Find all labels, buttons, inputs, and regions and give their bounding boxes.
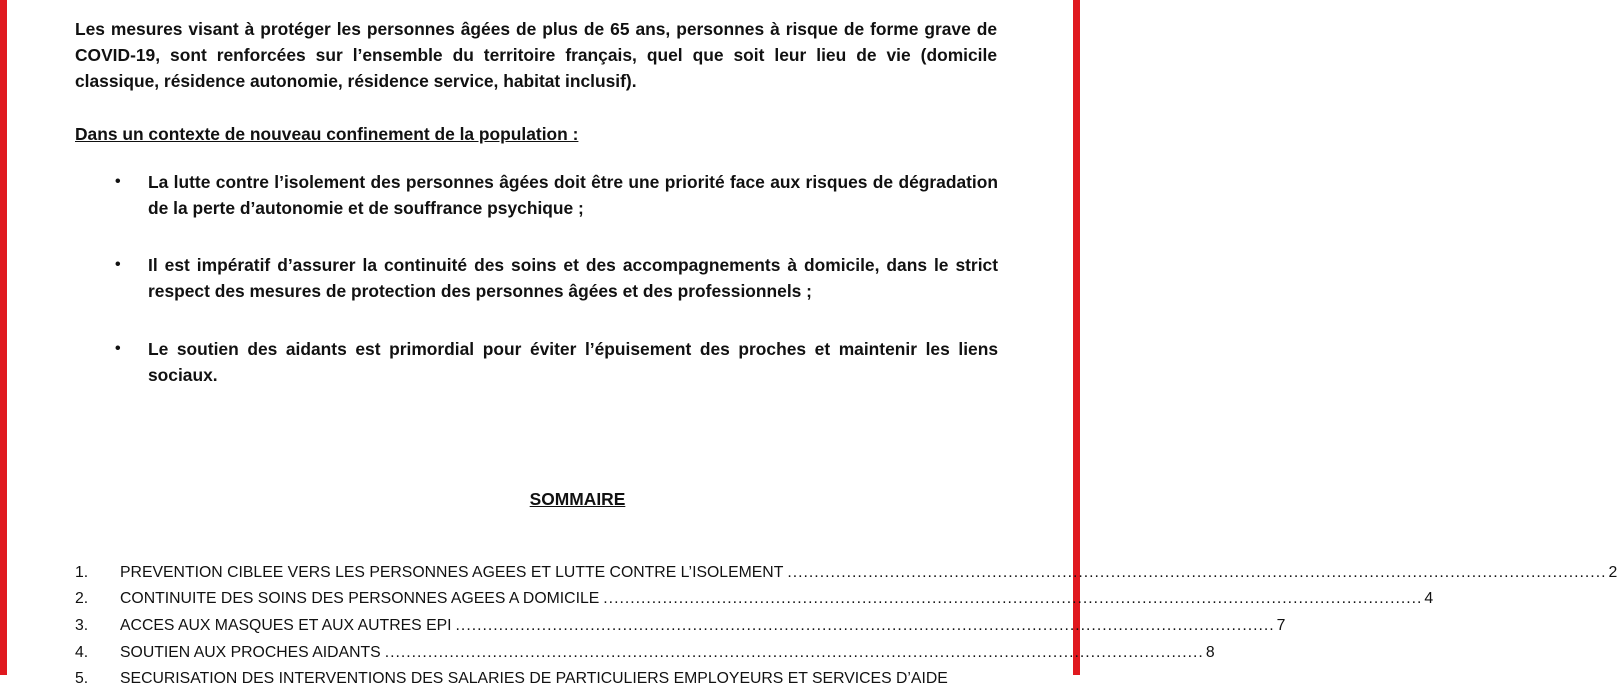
toc-title: ACCES AUX MASQUES ET AUX AUTRES EPI: [120, 617, 452, 634]
measure-text: Il est impératif d’assurer la continuité des soins et des accompagnements à domicile, dans le strict respect des mesures de protection des personnes âgées et des professionnels ;: [148, 255, 998, 301]
toc-number: 1.: [75, 564, 89, 581]
bullet-icon: •: [115, 173, 121, 190]
toc-title: PREVENTION CIBLEE VERS LES PERSONNES AGEES ET LUTTE CONTRE L’ISOLEMENT: [120, 564, 784, 581]
toc-number: 5.: [75, 670, 89, 687]
toc-title: CONTINUITE DES SOINS DES PERSONNES AGEES A DOMICILE: [120, 590, 600, 607]
toc-page-number: 8: [1205, 644, 1215, 661]
toc-number: 2.: [75, 590, 89, 607]
context-heading: Dans un contexte de nouveau confinement de la population :: [75, 124, 579, 144]
intro-paragraph: Les mesures visant à protéger les personnes âgées de plus de 65 ans, personnes à risque de forme grave de COVID-19, sont renforcées sur l’ensemble du territoire français, quel que soit leur lieu de vie (domicile classique, résidence autonomie, résidence service, habitat inclusif).: [75, 19, 997, 91]
toc-leader-dots: ........................................................................................................................................................: [787, 564, 1607, 581]
toc-leader-dots: ........................................................................................................................................................: [455, 617, 1275, 634]
toc-entry[interactable]: [75, 613, 1286, 639]
measure-item: [115, 169, 998, 221]
toc-page-number: 2: [1608, 564, 1617, 581]
toc-number: 4.: [75, 644, 89, 661]
toc-entry[interactable]: [75, 560, 1617, 586]
toc-entry[interactable]: [75, 666, 997, 692]
toc-page-number: 4: [1424, 590, 1434, 607]
toc-page-number: [952, 666, 954, 692]
measure-text: La lutte contre l’isolement des personnes âgées doit être une priorité face aux risques de dégradation de la perte d’autonomie et de souffrance psychique ;: [148, 172, 998, 218]
summary-title: SOMMAIRE: [529, 489, 626, 509]
measure-text: Le soutien des aidants est primordial pour éviter l’épuisement des proches et maintenir les liens sociaux.: [148, 339, 998, 385]
toc-title: SOUTIEN AUX PROCHES AIDANTS: [120, 644, 381, 661]
toc-entry[interactable]: [75, 640, 1215, 666]
toc-number: 3.: [75, 617, 89, 634]
measure-item: [115, 252, 998, 304]
bullet-icon: •: [115, 256, 121, 273]
toc-entry[interactable]: [75, 586, 1434, 612]
left-red-border: [0, 0, 7, 675]
toc-title: SECURISATION DES INTERVENTIONS DES SALARIES DE PARTICULIERS EMPLOYEURS ET SERVICES D’AIDE: [120, 670, 948, 687]
toc-page-number: 7: [1276, 617, 1286, 634]
measure-item: [115, 336, 998, 388]
toc-leader-dots: ........................................................................................................................................................: [603, 590, 1423, 607]
toc-leader-dots: ........................................................................................................................................................: [384, 644, 1204, 661]
bullet-icon: •: [115, 340, 121, 357]
